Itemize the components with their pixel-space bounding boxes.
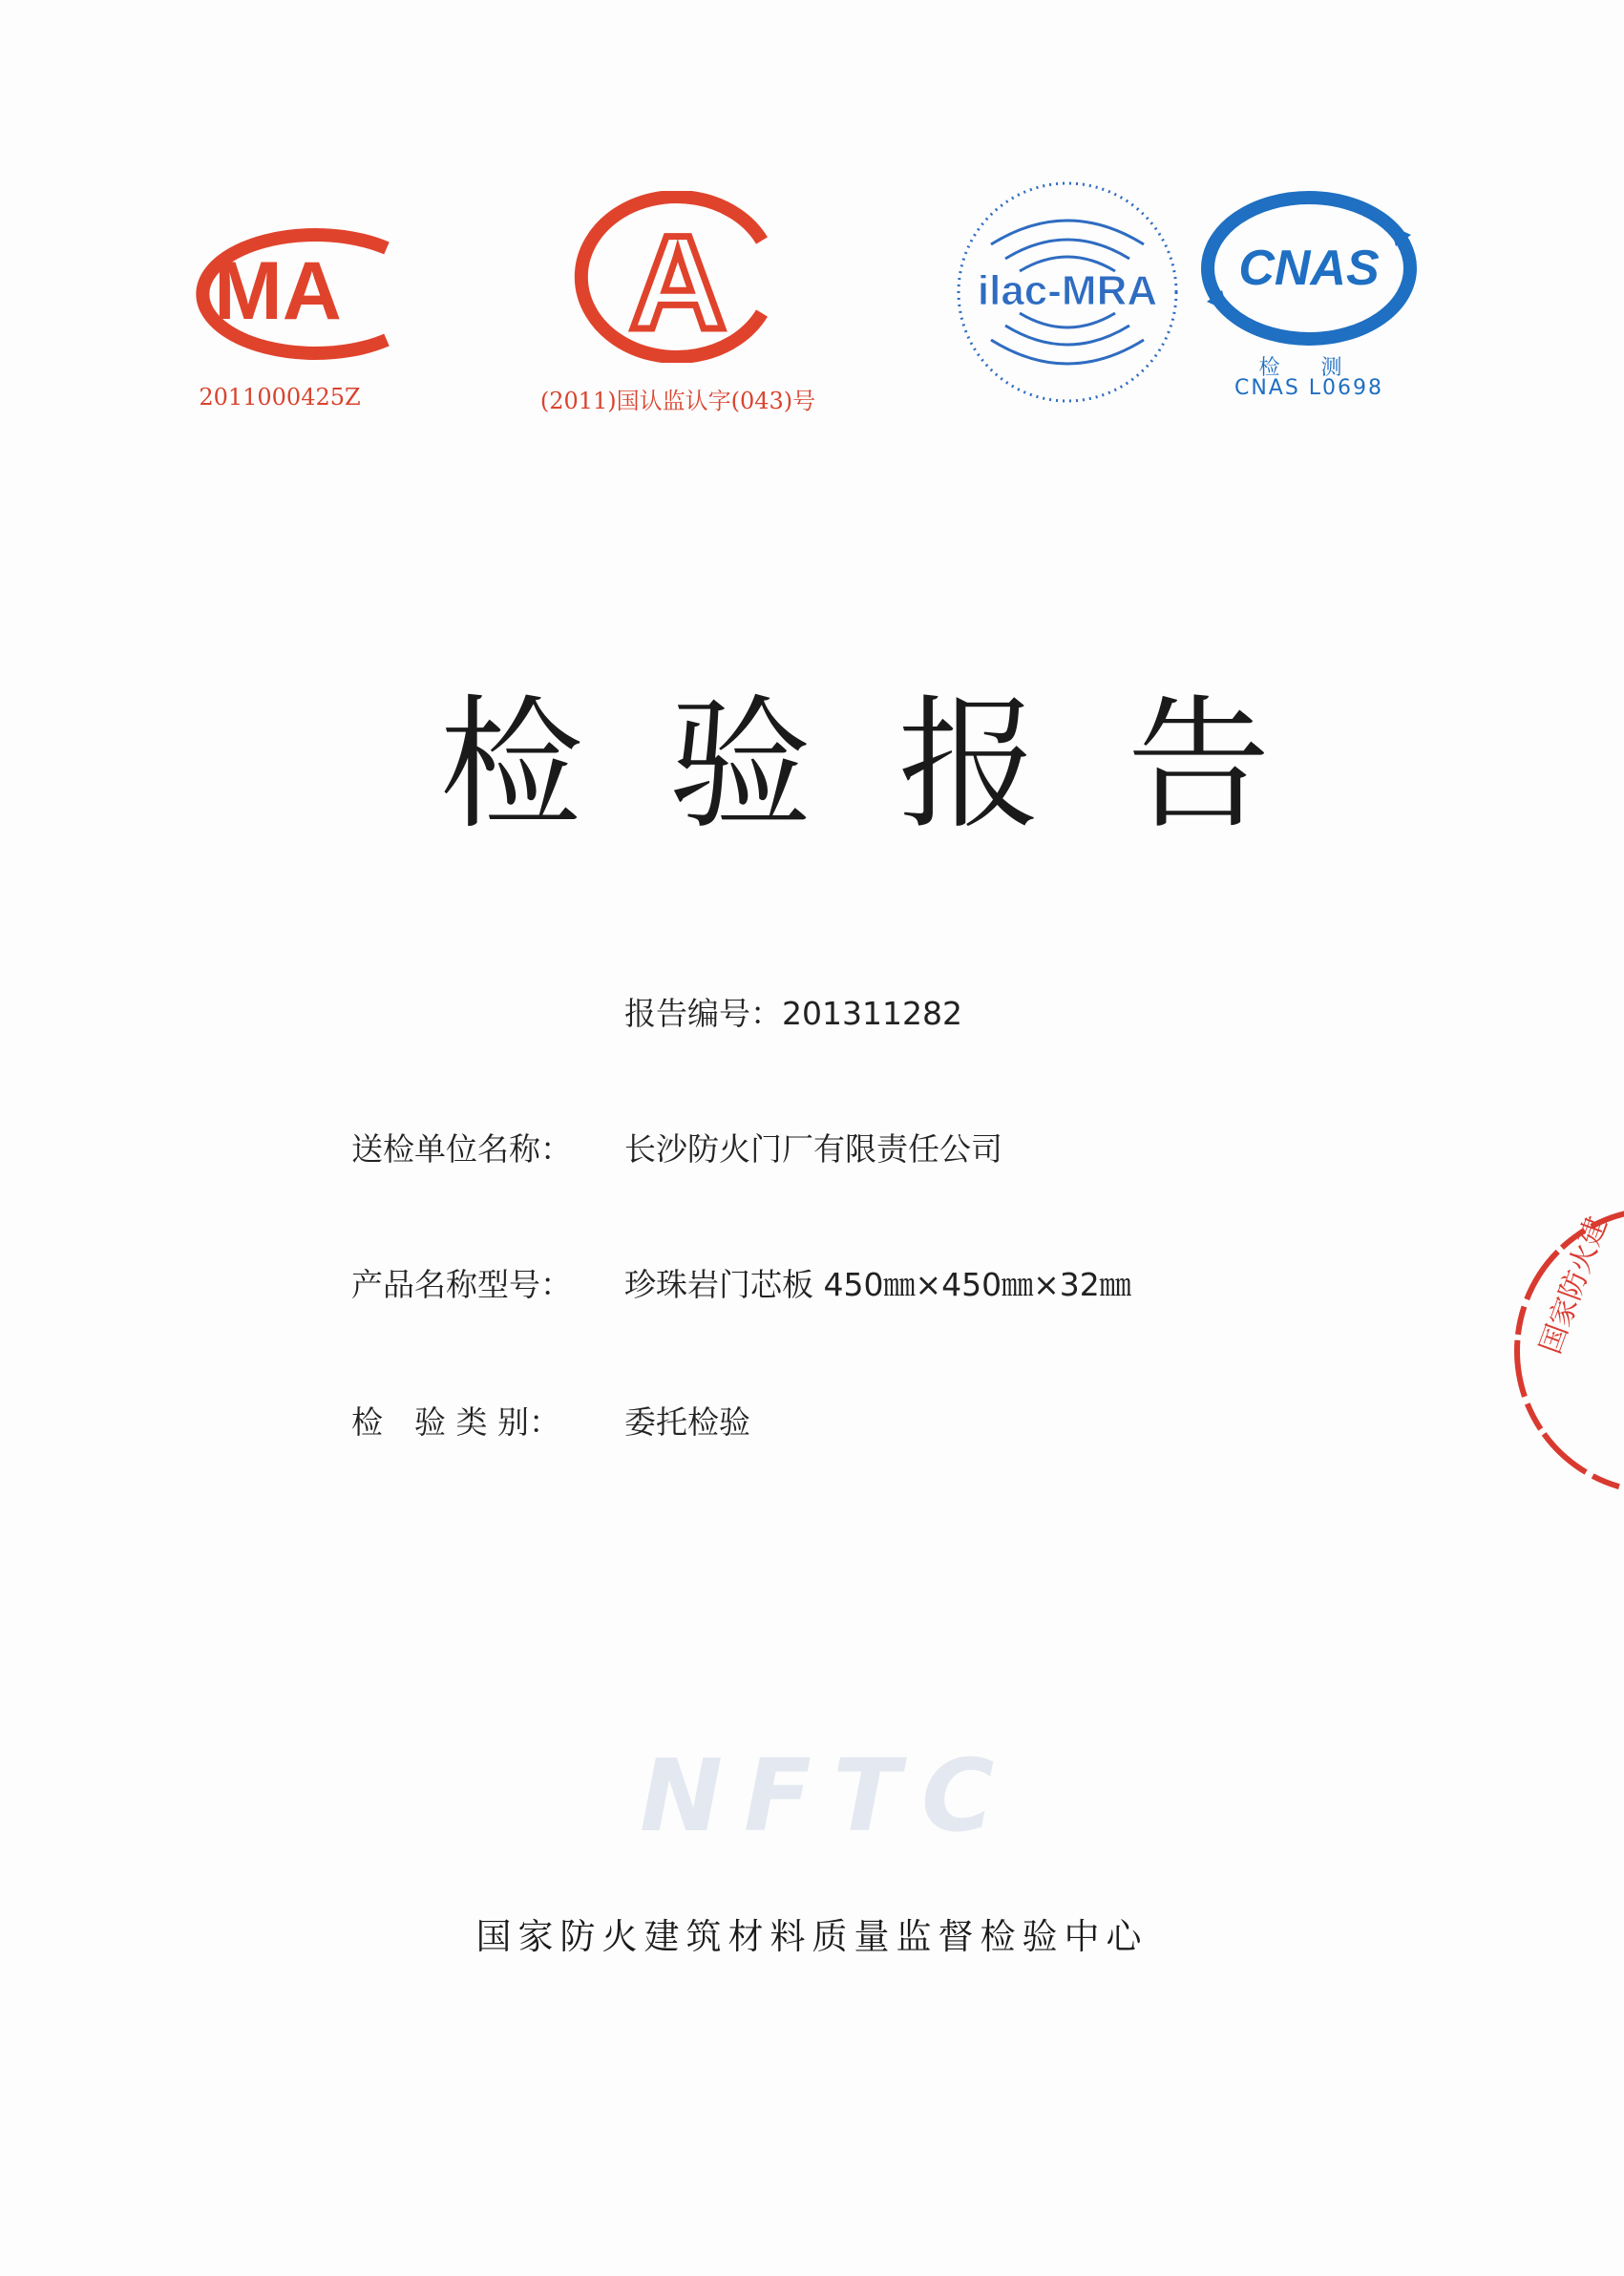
ilac-mark: ilac-MRA (977, 267, 1158, 314)
cal-caption: (2011)国认监认字(043)号 (539, 388, 816, 414)
report-number (624, 989, 962, 1034)
field-label: 产品名称型号： (351, 1266, 572, 1303)
nftc-watermark: NFTC (640, 1738, 1016, 1854)
cnas-mark: CNAS (1238, 241, 1380, 296)
cnas-caption-top: 检 测 (1258, 356, 1360, 380)
field-label: 送检单位名称： (351, 1130, 572, 1168)
field-value: 委托检验 (624, 1403, 750, 1441)
cnas-caption-number: CNAS L0698 (1234, 376, 1384, 400)
cnas-logo (1199, 187, 1419, 353)
field-label: 检 验 类 别： (351, 1403, 560, 1441)
cma-mark: MA (214, 245, 342, 337)
cal-mark: A (629, 207, 727, 357)
cal-logo (571, 191, 781, 367)
seal-text: 国家防火建 (1533, 1212, 1614, 1359)
field-value: 长沙防火门厂有限责任公司 (624, 1130, 1002, 1168)
issuer-name: 国家防火建筑材料质量监督检验中心 (475, 1916, 1149, 1957)
ilac-mra-logo (953, 178, 1182, 411)
report-number-label: 报告编号： (624, 995, 782, 1032)
page-title: 检验报告 (439, 683, 1357, 849)
cma-caption: 2011000425Z (199, 384, 361, 411)
field-value: 珍珠岩门芯板 450㎜×450㎜×32㎜ (624, 1266, 1131, 1303)
official-seal (1501, 1193, 1624, 1512)
cma-logo (158, 227, 402, 365)
report-number-value: 201311282 (782, 995, 962, 1032)
